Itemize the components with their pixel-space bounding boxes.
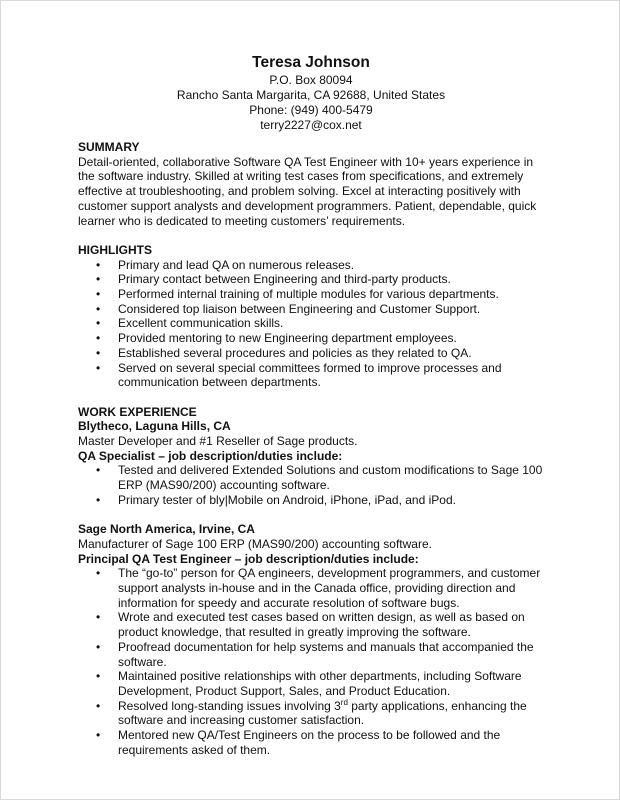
summary-line: learner who is dedicated to meeting customers’ requirements.	[78, 213, 406, 228]
list-item-text	[118, 699, 548, 714]
bullet-icon: •	[96, 492, 101, 507]
company-description: Manufacturer of Sage 100 ERP (MAS90/200) accounting software.	[78, 536, 432, 551]
text-run: Resolved long-standing issues involving 3	[118, 698, 341, 713]
list-item-text: Excellent communication skills.	[118, 316, 284, 331]
list-item	[78, 272, 548, 287]
list-item	[78, 316, 548, 331]
list-item-text: The “go-to” person for QA engineers, development programmers, and customer	[118, 566, 541, 581]
bullet-icon: •	[96, 566, 101, 581]
bullet-icon: •	[96, 728, 101, 743]
list-item-text: information for speedy and accurate resolution of software bugs.	[118, 595, 460, 610]
highlights-heading: HIGHLIGHTS	[78, 242, 152, 257]
list-item-text: Maintained positive relationships with other departments, including Software	[118, 669, 522, 684]
bullet-icon: •	[96, 698, 101, 713]
list-item	[78, 610, 548, 639]
summary-line: customer support analysts and development programmers. Patient, dependable, quick	[78, 198, 537, 213]
email-line: terry2227@cox.net	[260, 118, 362, 132]
bullet-icon: •	[96, 257, 101, 272]
list-item-text: support analysts in-house and in the Canada office, providing direction and	[118, 581, 516, 596]
phone-line: Phone: (949) 400-5479	[249, 103, 373, 117]
list-item-text: Wrote and executed test cases based on written design, as well as based on	[118, 610, 525, 625]
candidate-name: Teresa Johnson	[252, 54, 370, 71]
bullet-icon: •	[96, 331, 101, 346]
spacer	[78, 508, 548, 523]
list-item-text: Established several procedures and policies as they related to QA.	[118, 345, 472, 360]
list-item-text: ERP (MAS90/200) accounting software.	[118, 478, 330, 493]
list-item-text: Served on several special committees formed to improve processes and	[118, 360, 502, 375]
list-item	[78, 728, 548, 757]
list-item-text: product knowledge, that resulted in greatly improving the software.	[118, 625, 471, 640]
highlights-list	[78, 258, 548, 390]
list-item-text: software.	[118, 654, 167, 669]
work-experience-heading: WORK EXPERIENCE	[78, 404, 197, 419]
job-role: QA Specialist – job description/duties include:	[78, 448, 343, 463]
list-item-text: requirements asked of them.	[118, 742, 271, 757]
bullet-icon: •	[96, 669, 101, 684]
list-item-text: Mentored new QA/Test Engineers on the process to be followed and the	[118, 728, 501, 743]
company-name: Sage North America, Irvine, CA	[78, 522, 255, 537]
text-run: party applications, enhancing the	[347, 698, 527, 713]
company-description: Master Developer and #1 Reseller of Sage products.	[78, 434, 358, 449]
bullet-icon: •	[96, 287, 101, 302]
list-item	[78, 669, 548, 698]
list-item-text: Primary contact between Engineering and third-party products.	[118, 272, 451, 287]
list-item-text: Provided mentoring to new Engineering department employees.	[118, 331, 457, 346]
list-item	[78, 302, 548, 317]
list-item	[78, 463, 548, 492]
bullet-icon: •	[96, 316, 101, 331]
bullet-icon: •	[96, 301, 101, 316]
spacer	[78, 390, 548, 405]
list-item	[78, 640, 548, 669]
list-item	[78, 493, 548, 508]
list-item-text: Considered top liaison between Engineering and Customer Support.	[118, 301, 481, 316]
list-item	[78, 361, 548, 390]
list-item-text: communication between departments.	[118, 375, 321, 390]
bullet-icon: •	[96, 345, 101, 360]
summary-line: effective at troubleshooting, and problem solving. Excel at interacting positively with	[78, 184, 521, 199]
list-item-text: Tested and delivered Extended Solutions and custom modifications to Sage 100	[118, 463, 543, 478]
list-item	[78, 258, 548, 273]
list-item	[78, 331, 548, 346]
list-item	[78, 566, 548, 610]
list-item-text: Proofread documentation for help systems and manuals that accompanied the	[118, 639, 534, 654]
bullet-icon: •	[96, 360, 101, 375]
company-name: Blytheco, Laguna Hills, CA	[78, 419, 231, 434]
job-role: Principal QA Test Engineer – job description/duties include:	[78, 551, 419, 566]
superscript: rd	[340, 697, 348, 707]
list-item	[78, 287, 548, 302]
summary-line: Detail-oriented, collaborative Software QA Test Engineer with 10+ years experience in	[78, 154, 534, 169]
spacer	[78, 228, 548, 243]
address-line-1: P.O. Box 80094	[269, 73, 353, 87]
list-item-text: software and increasing customer satisfaction.	[118, 713, 365, 728]
bullet-icon: •	[96, 639, 101, 654]
bullet-icon: •	[96, 610, 101, 625]
summary-heading: SUMMARY	[78, 140, 140, 154]
resume-body	[78, 140, 548, 757]
list-item	[78, 699, 548, 728]
list-item	[78, 346, 548, 361]
list-item-text: Primary tester of bly|Mobile on Android, iPhone, iPad, and iPod.	[118, 492, 456, 507]
job2-duties-list	[78, 566, 548, 757]
list-item-text: Development, Product Support, Sales, and Product Education.	[118, 683, 451, 698]
resume-header	[1, 54, 620, 133]
job1-duties-list	[78, 463, 548, 507]
address-line-2: Rancho Santa Margarita, CA 92688, United States	[176, 88, 446, 102]
bullet-icon: •	[96, 463, 101, 478]
list-item-text: Performed internal training of multiple modules for various departments.	[118, 287, 499, 302]
bullet-icon: •	[96, 272, 101, 287]
summary-text	[78, 155, 548, 229]
list-item-text: Primary and lead QA on numerous releases.	[118, 257, 355, 272]
summary-line: the software industry. Skilled at writing test cases from specifications, and extremely	[78, 169, 524, 184]
